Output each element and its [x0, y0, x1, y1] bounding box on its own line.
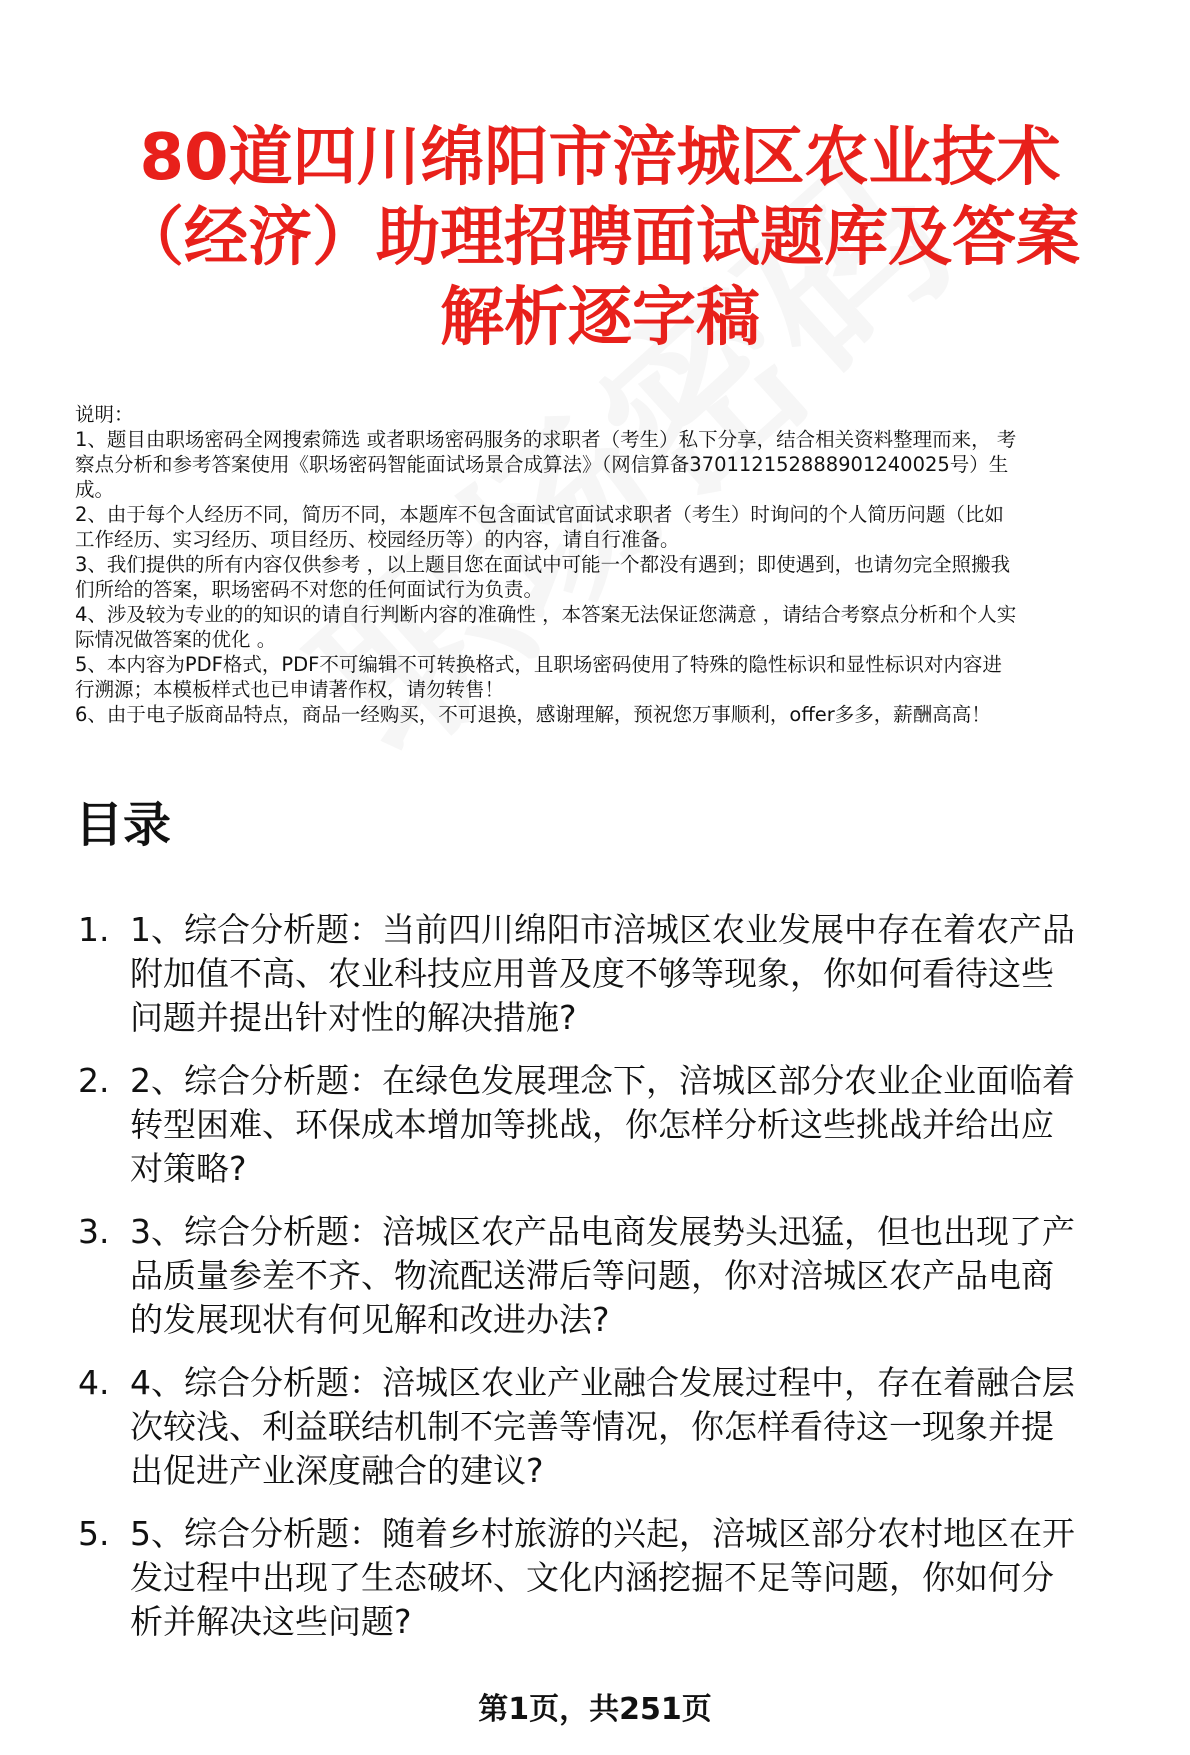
toc-item-text: 附加值不高、农业科技应用普及度不够等现象，你如何看待这些	[130, 954, 1054, 993]
instruction-line: 3、我们提供的所有内容仅供参考 ，以上题目您在面试中可能一个都没有遇到；即使遇到，也请勿完全照搬我	[75, 553, 1011, 576]
toc-item-text: 转型困难、环保成本增加等挑战，你怎样分析这些挑战并给出应	[130, 1105, 1054, 1144]
toc-item-text: 的发展现状有何见解和改进办法?	[130, 1300, 610, 1339]
toc-item-text: 发过程中出现了生态破坏、文化内涵挖掘不足等问题，你如何分	[130, 1558, 1054, 1597]
title-line: 解析逐字稿	[440, 281, 760, 355]
toc-item-text: 4、综合分析题：涪城区农业产业融合发展过程中，存在着融合层	[130, 1363, 1075, 1402]
instruction-line: 际情况做答案的优化 。	[75, 628, 277, 651]
instruction-line: 们所给的答案，职场密码不对您的任何面试行为负责。	[75, 578, 544, 601]
title-line: （经济）助理招聘面试题库及答案	[120, 201, 1080, 275]
toc-item-text: 析并解决这些问题?	[130, 1602, 412, 1641]
instructions-section	[75, 402, 1155, 727]
toc-item[interactable]	[78, 1361, 1168, 1493]
instruction-line: 6、由于电子版商品特点，商品一经购买，不可退换，感谢理解，预祝您万事顺利，offer多多，薪酬高高！	[75, 703, 991, 726]
instruction-line: 2、由于每个人经历不同，简历不同，本题库不包含面试官面试求职者（考生）时询问的个人简历问题（比如	[75, 503, 1004, 526]
toc-item-text: 品质量参差不齐、物流配送滞后等问题，你对涪城区农产品电商	[130, 1256, 1054, 1295]
instruction-line: 成。	[75, 478, 115, 501]
toc-heading: 目录	[75, 797, 172, 853]
page-number: 第1页，共251页	[478, 1692, 712, 1727]
toc-item-number: 4.	[78, 1363, 110, 1402]
toc-item-text: 对策略?	[130, 1149, 247, 1188]
instruction-line: 行溯源；本模板样式也已申请著作权，请勿转售！	[75, 678, 505, 701]
toc-item-text: 次较浅、利益联结机制不完善等情况，你怎样看待这一现象并提	[130, 1407, 1054, 1446]
document-title	[70, 118, 1130, 358]
toc-item[interactable]	[78, 1210, 1168, 1342]
instruction-line: 1、题目由职场密码全网搜索筛选 或者职场密码服务的求职者（考生）私下分享，结合相关资料整理而来， 考	[75, 428, 1017, 451]
toc-item[interactable]	[78, 908, 1168, 1040]
toc-item-text: 问题并提出针对性的解决措施?	[130, 998, 577, 1037]
toc-item-number: 2.	[78, 1061, 110, 1100]
toc-item-text: 1、综合分析题：当前四川绵阳市涪城区农业发展中存在着农产品	[130, 910, 1075, 949]
toc-item-number: 1.	[78, 910, 110, 949]
table-of-contents	[78, 908, 1168, 1663]
instruction-line: 察点分析和参考答案使用《职场密码智能面试场景合成算法》（网信算备370112152888901240025号）生	[75, 453, 1009, 476]
toc-item-number: 3.	[78, 1212, 110, 1251]
instructions-heading: 说明：	[75, 403, 134, 426]
toc-item-text: 2、综合分析题：在绿色发展理念下，涪城区部分农业企业面临着	[130, 1061, 1075, 1100]
toc-item[interactable]	[78, 1059, 1168, 1191]
toc-item-number: 5.	[78, 1514, 110, 1553]
toc-item-text: 3、综合分析题：涪城区农产品电商发展势头迅猛，但也出现了产	[130, 1212, 1075, 1251]
instruction-line: 工作经历、实习经历、项目经历、校园经历等）的内容，请自行准备。	[75, 528, 680, 551]
toc-item-text: 出促进产业深度融合的建议?	[130, 1451, 544, 1490]
toc-item[interactable]	[78, 1512, 1168, 1644]
title-line: 80道四川绵阳市涪城区农业技术	[139, 121, 1061, 195]
instruction-line: 4、涉及较为专业的的知识的请自行判断内容的准确性 ，本答案无法保证您满意 ，请结合考察点分析和个人实	[75, 603, 1017, 626]
instruction-line: 5、本内容为PDF格式，PDF不可编辑不可转换格式，且职场密码使用了特殊的隐性标识和显性标识对内容进	[75, 653, 1002, 676]
toc-item-text: 5、综合分析题：随着乡村旅游的兴起，涪城区部分农村地区在开	[130, 1514, 1075, 1553]
